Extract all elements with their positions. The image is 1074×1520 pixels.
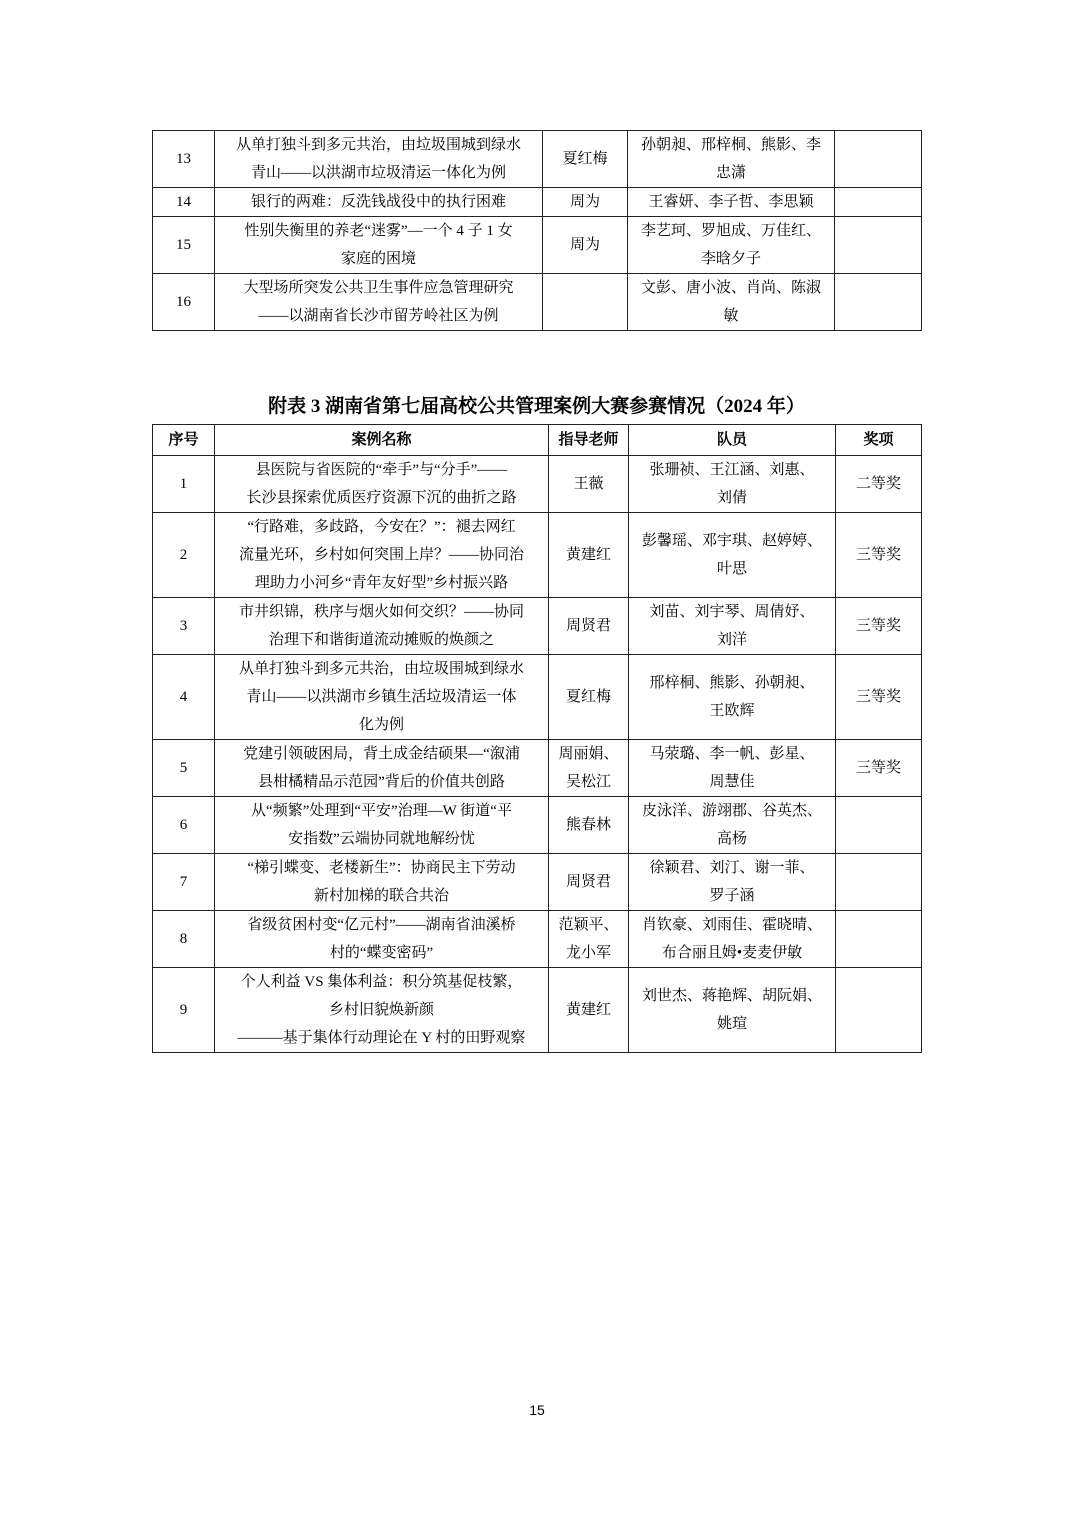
cell-title — [215, 740, 549, 797]
cell-members-line: 孙朝昶、邢梓桐、熊影、李 — [640, 137, 821, 153]
table-row — [153, 911, 922, 968]
cell-members-line: 敏 — [723, 308, 739, 324]
cell-title-line: 银行的两难：反洗钱战役中的执行困难 — [250, 194, 506, 210]
cell-no: 13 — [153, 131, 215, 188]
header-members: 队员 — [629, 425, 836, 456]
cell-title-line: 县医院与省医院的“牵手”与“分手”—— — [255, 462, 508, 478]
cell-award — [836, 598, 922, 655]
cell-title-line: 县柑橘精品示范园”背后的价值共创路 — [258, 774, 505, 790]
cell-no: 8 — [153, 911, 215, 968]
cell-award-line: 二等奖 — [855, 476, 901, 492]
cell-teacher — [549, 797, 629, 854]
cell-teacher — [543, 131, 628, 188]
cell-award — [835, 188, 922, 217]
cell-members-line: 周慧佳 — [709, 774, 755, 790]
cell-title-line: 村的“蝶变密码” — [329, 945, 434, 961]
cell-teacher — [549, 456, 629, 513]
cell-members-line: 刘倩 — [716, 490, 747, 506]
cell-award — [835, 274, 922, 331]
cell-members — [629, 911, 836, 968]
cell-members-line: 忠潇 — [715, 165, 746, 181]
header-title: 案例名称 — [215, 425, 549, 456]
cell-award — [836, 655, 922, 740]
cell-members — [629, 598, 836, 655]
cell-members — [628, 131, 835, 188]
table-row — [153, 968, 922, 1053]
cell-title-line: 治理下和谐街道流动摊贩的焕颜之 — [268, 632, 494, 648]
cell-members-line: 张珊祯、王江涵、刘惠、 — [649, 462, 815, 478]
cell-award — [836, 797, 922, 854]
page-number: 15 — [529, 1402, 545, 1418]
cell-title-line: 青山——以洪湖市垃圾清运一体化为例 — [250, 165, 506, 181]
cell-members-line: 王欧辉 — [709, 703, 755, 719]
cell-teacher-line: 范颖平、 — [558, 917, 619, 933]
cell-no: 9 — [153, 968, 215, 1053]
cell-award — [836, 513, 922, 598]
cell-members-line: 高杨 — [716, 831, 747, 847]
table-row — [153, 131, 922, 188]
cell-teacher-line: 夏红梅 — [565, 689, 611, 705]
cell-title-line: ———基于集体行动理论在 Y 村的田野观察 — [237, 1030, 526, 1046]
cell-title-line: ——以湖南省长沙市留芳岭社区为例 — [258, 308, 499, 324]
cell-title — [215, 217, 543, 274]
cell-no: 4 — [153, 655, 215, 740]
cell-members — [629, 740, 836, 797]
cell-members — [629, 655, 836, 740]
cell-no: 7 — [153, 854, 215, 911]
cell-no: 1 — [153, 456, 215, 513]
cell-title — [215, 911, 549, 968]
cell-award — [836, 968, 922, 1053]
cell-title-line: 家庭的困境 — [340, 251, 416, 267]
cell-members — [628, 274, 835, 331]
cell-teacher-line: 周为 — [569, 194, 600, 210]
cell-title-line: 新村加梯的联合共治 — [313, 888, 449, 904]
cell-award — [836, 456, 922, 513]
cell-members-line: 叶思 — [716, 561, 747, 577]
cell-teacher — [549, 513, 629, 598]
cell-award — [835, 217, 922, 274]
cell-award-line: 三等奖 — [855, 760, 901, 776]
cell-teacher-line: 王薇 — [573, 476, 604, 492]
header-award: 奖项 — [836, 425, 922, 456]
table-caption: 附表 3 湖南省第七届高校公共管理案例大赛参赛情况（2024 年） — [268, 396, 805, 417]
cell-teacher — [543, 188, 628, 217]
cell-members-line: 文彭、唐小波、肖尚、陈淑 — [640, 280, 821, 296]
cell-teacher-line: 周贤君 — [565, 874, 611, 890]
cell-members — [628, 188, 835, 217]
cell-title — [215, 131, 543, 188]
cell-award — [836, 854, 922, 911]
header-teacher: 指导老师 — [549, 425, 629, 456]
competition-results-body — [153, 456, 922, 1053]
cell-teacher — [543, 217, 628, 274]
table-row — [153, 854, 922, 911]
cell-members — [629, 968, 836, 1053]
cell-title — [215, 456, 549, 513]
cell-title — [215, 655, 549, 740]
cell-title-line: 市井织锦，秩序与烟火如何交织？——协同 — [238, 604, 524, 620]
cell-no: 16 — [153, 274, 215, 331]
cell-no: 5 — [153, 740, 215, 797]
cases-table-continued-body — [153, 131, 922, 331]
cell-teacher — [549, 911, 629, 968]
cell-title — [215, 188, 543, 217]
cell-no: 14 — [153, 188, 215, 217]
cell-members-line: 刘苗、刘宇琴、周倩妤、 — [649, 604, 815, 620]
cell-title — [215, 968, 549, 1053]
cell-title-line: 乡村旧貌焕新颜 — [328, 1002, 434, 1018]
cell-title-line: 安指数”云端协同就地解纷忧 — [288, 831, 475, 847]
cell-title-line: 从单打独斗到多元共治，由垃圾围城到绿水 — [235, 137, 521, 153]
cell-no: 2 — [153, 513, 215, 598]
cell-award — [835, 131, 922, 188]
cell-award — [836, 911, 922, 968]
cell-no: 6 — [153, 797, 215, 854]
table-row — [153, 598, 922, 655]
cell-members-line: 彭馨瑶、邓宇琪、赵婷婷、 — [641, 533, 822, 549]
cell-teacher — [549, 598, 629, 655]
cell-members — [629, 456, 836, 513]
cell-teacher — [549, 854, 629, 911]
cell-members-line: 皮泳洋、游翊郡、谷英杰、 — [641, 803, 822, 819]
cell-teacher-line: 龙小军 — [565, 945, 611, 961]
cell-members-line: 李艺珂、罗旭成、万佳红、 — [640, 223, 821, 239]
cell-title — [215, 854, 549, 911]
cell-title — [215, 274, 543, 331]
header-no: 序号 — [153, 425, 215, 456]
table-header — [153, 425, 922, 456]
cell-members — [629, 513, 836, 598]
cell-award-line: 三等奖 — [855, 618, 901, 634]
cell-teacher-line: 熊春林 — [565, 817, 611, 833]
cell-title-line: 从单打独斗到多元共治，由垃圾围城到绿水 — [238, 661, 524, 677]
table-row — [153, 217, 922, 274]
cell-title-line: 理助力小河乡“青年友好型”乡村振兴路 — [254, 575, 509, 591]
cell-teacher-line: 夏红梅 — [562, 151, 608, 167]
cell-members-line: 邢梓桐、熊影、孙朝昶、 — [649, 675, 815, 691]
cell-title — [215, 513, 549, 598]
cell-teacher — [549, 655, 629, 740]
cell-title-line: 从“频繁”处理到“平安”治理—W 街道“平 — [251, 803, 512, 819]
cell-teacher — [549, 740, 629, 797]
cell-members-line: 罗子涵 — [709, 888, 755, 904]
cell-members-line: 徐颖君、刘汀、谢一菲、 — [649, 860, 815, 876]
cell-title-line: 流量光环，乡村如何突围上岸？——协同治 — [238, 547, 524, 563]
cell-no: 3 — [153, 598, 215, 655]
cell-members — [629, 854, 836, 911]
table-row — [153, 740, 922, 797]
cell-teacher — [549, 968, 629, 1053]
cell-members-line: 肖钦豪、刘雨佳、霍晓晴、 — [641, 917, 822, 933]
table-row — [153, 655, 922, 740]
cell-title — [215, 598, 549, 655]
cell-members-line: 马荥璐、李一帆、彭星、 — [649, 746, 815, 762]
table-row — [153, 797, 922, 854]
header-row — [153, 425, 922, 456]
table-row — [153, 274, 922, 331]
cell-title-line: 个人利益 VS 集体利益：积分筑基促枝繁， — [240, 974, 523, 990]
cell-title-line: 化为例 — [358, 717, 404, 733]
cell-teacher-line: 吴松江 — [565, 774, 611, 790]
cell-title-line: 省级贫困村变“亿元村”——湖南省油溪桥 — [247, 917, 516, 933]
table-row — [153, 456, 922, 513]
cell-award-line: 三等奖 — [855, 547, 901, 563]
cell-teacher-line: 黄建红 — [565, 1002, 611, 1018]
cell-title-line: 性别失衡里的养老“迷雾”—一个 4 子 1 女 — [244, 223, 513, 239]
cell-teacher-line: 周丽娟、 — [558, 746, 619, 762]
cell-title-line: “梯引蝶变、老楼新生”：协商民主下劳动 — [247, 860, 516, 876]
cell-award-line: 三等奖 — [855, 689, 901, 705]
competition-results-table — [152, 424, 922, 1053]
table-row — [153, 513, 922, 598]
cell-members-line: 刘洋 — [716, 632, 747, 648]
cell-teacher-line: 周为 — [569, 237, 600, 253]
cell-members — [629, 797, 836, 854]
cell-members-line: 王睿妍、李子哲、李思颖 — [648, 194, 814, 210]
cell-title-line: 大型场所突发公共卫生事件应急管理研究 — [243, 280, 514, 296]
cell-members-line: 李晗夕子 — [700, 251, 761, 267]
cell-title-line: 青山——以洪湖市乡镇生活垃圾清运一体 — [246, 689, 517, 705]
cell-members-line: 布合丽且姆•麦麦伊敏 — [661, 945, 803, 961]
cell-award — [836, 740, 922, 797]
cell-members-line: 姚瑄 — [716, 1016, 747, 1032]
cell-teacher-line: 周贤君 — [565, 618, 611, 634]
cell-members-line: 刘世杰、蒋艳辉、胡阮娟、 — [641, 988, 822, 1004]
cases-table-continued — [152, 130, 922, 331]
table-row — [153, 188, 922, 217]
cell-no: 15 — [153, 217, 215, 274]
cell-title-line: “行路难，多歧路，今安在？”：褪去网红 — [247, 519, 516, 535]
cell-title-line: 长沙县探索优质医疗资源下沉的曲折之路 — [246, 490, 517, 506]
cell-title-line: 党建引领破困局，背土成金结硕果—“溆浦 — [243, 746, 520, 762]
cell-teacher-line: 黄建红 — [565, 547, 611, 563]
cell-members — [628, 217, 835, 274]
cell-teacher — [543, 274, 628, 331]
cell-title — [215, 797, 549, 854]
